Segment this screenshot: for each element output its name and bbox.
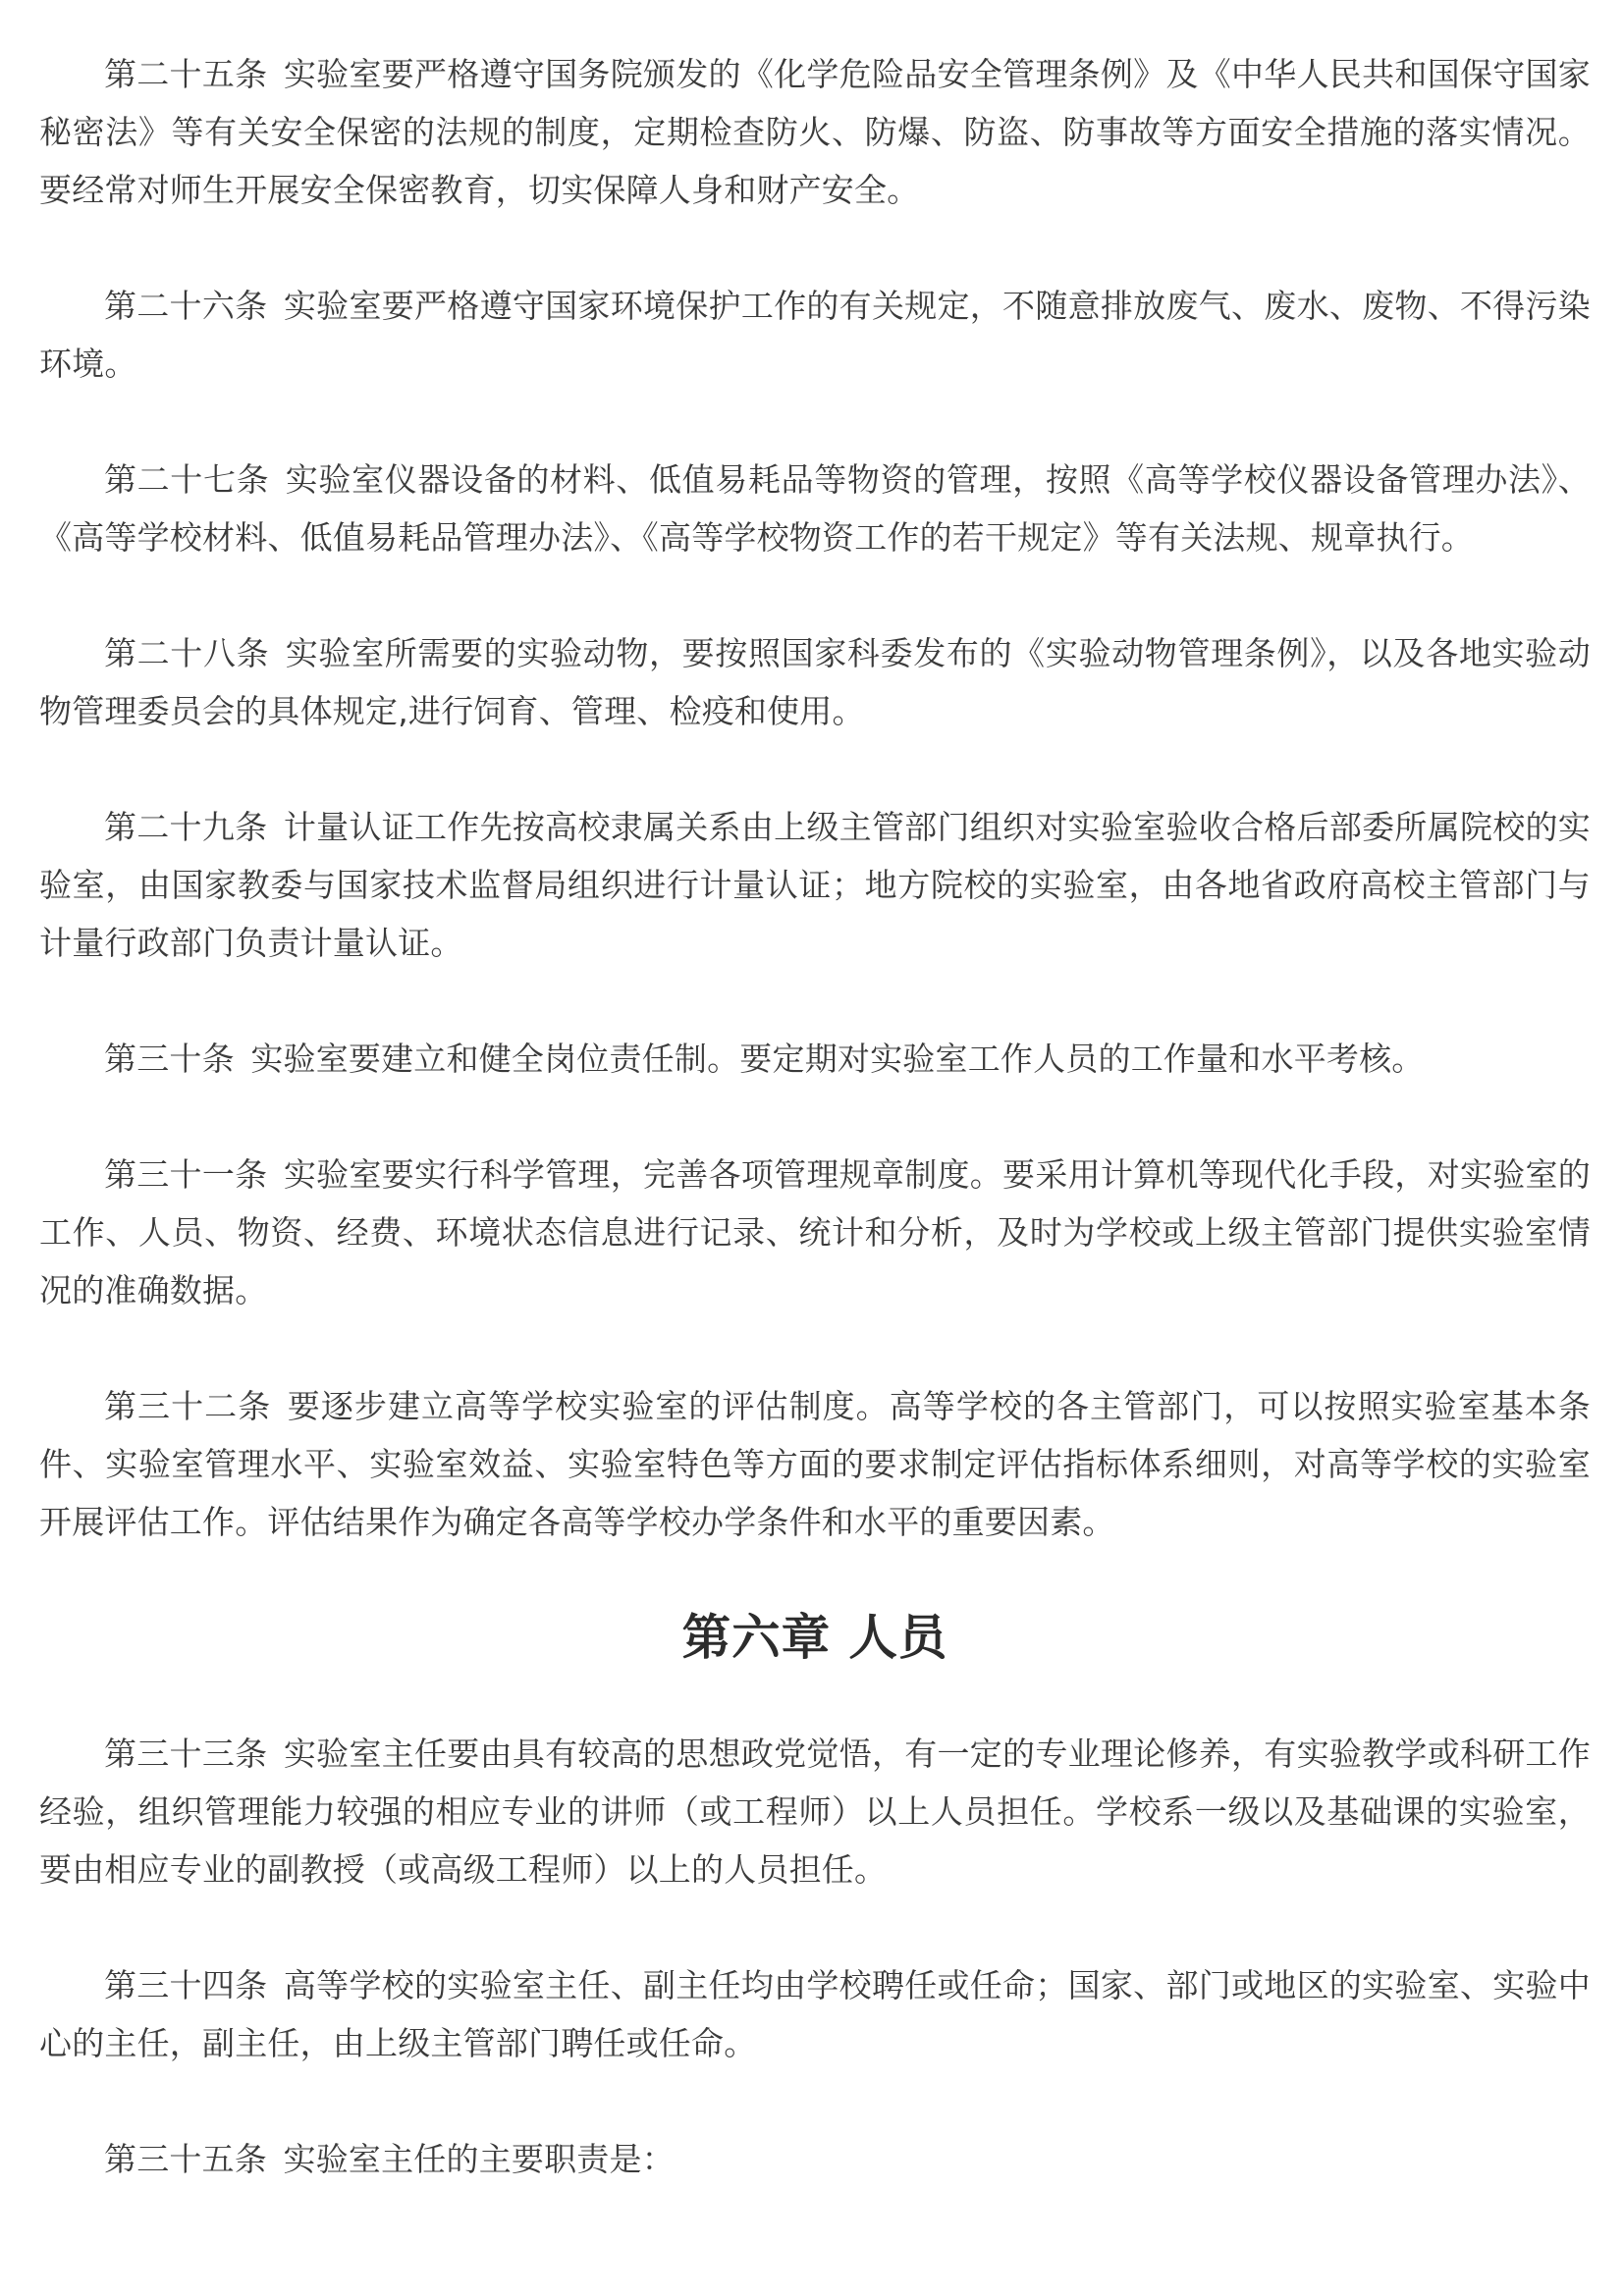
article-26 xyxy=(39,277,1591,393)
article-number: 第二十五条 xyxy=(104,55,268,93)
article-number: 第二十八条 xyxy=(104,634,270,672)
article-number: 第二十九条 xyxy=(104,808,268,846)
article-number: 第二十六条 xyxy=(104,287,268,325)
article-text: 实验室主任要由具有较高的思想政党觉悟，有一定的专业理论修养，有实验教学或科研工作经验，组织管理能力较强的相应专业的讲师（或工程师）以上人员担任。学校系一级以及基础课的实验室，要由相应专业的副教授（或高级工程师）以上的人员担任。 xyxy=(39,1735,1592,1889)
article-number: 第三十三条 xyxy=(104,1735,268,1773)
article-number: 第三十四条 xyxy=(104,1966,268,2004)
article-34 xyxy=(39,1956,1591,2072)
article-text: 实验室主任的主要职责是： xyxy=(283,2140,675,2178)
article-27 xyxy=(39,451,1591,566)
article-text: 实验室要实行科学管理，完善各项管理规章制度。要采用计算机等现代化手段，对实验室的工作、人员、物资、经费、环境状态信息进行记录、统计和分析，及时为学校或上级主管部门提供实验室情况的准确数据。 xyxy=(39,1155,1592,1309)
article-text: 实验室所需要的实验动物，要按照国家科委发布的《实验动物管理条例》，以及各地实验动物管理委员会的具体规定,进行饲育、管理、检疫和使用。 xyxy=(39,634,1592,730)
article-number: 第三十二条 xyxy=(104,1387,272,1425)
article-number: 第三十五条 xyxy=(104,2140,267,2178)
article-number: 第二十七条 xyxy=(104,460,270,499)
article-35 xyxy=(39,2130,1591,2188)
article-32 xyxy=(39,1377,1591,1551)
article-text: 计量认证工作先按高校隶属关系由上级主管部门组织对实验室验收合格后部委所属院校的实验室，由国家教委与国家技术监督局组织进行计量认证；地方院校的实验室，由各地省政府高校主管部门与计量行政部门负责计量认证。 xyxy=(39,808,1592,962)
article-text: 高等学校的实验室主任、副主任均由学校聘任或任命；国家、部门或地区的实验室、实验中心的主任，副主任，由上级主管部门聘任或任命。 xyxy=(39,1966,1592,2062)
article-text: 实验室仪器设备的材料、低值易耗品等物资的管理，按照《高等学校仪器设备管理办法》、《高等学校材料、低值易耗品管理办法》、《高等学校物资工作的若干规定》等有关法规、规章执行。 xyxy=(39,460,1592,557)
article-number: 第三十条 xyxy=(104,1040,235,1078)
article-29 xyxy=(39,798,1591,972)
article-30 xyxy=(39,1030,1591,1088)
article-text: 实验室要建立和健全岗位责任制。要定期对实验室工作人员的工作量和水平考核。 xyxy=(250,1040,1425,1078)
article-25 xyxy=(39,45,1591,219)
document-page xyxy=(39,45,1591,2246)
article-31 xyxy=(39,1146,1591,1319)
article-33 xyxy=(39,1725,1591,1898)
article-number: 第三十一条 xyxy=(104,1155,268,1194)
article-text: 要逐步建立高等学校实验室的评估制度。高等学校的各主管部门，可以按照实验室基本条件、实验室管理水平、实验室效益、实验室特色等方面的要求制定评估指标体系细则，对高等学校的实验室开展评估工作。评估结果作为确定各高等学校办学条件和水平的重要因素。 xyxy=(39,1387,1592,1541)
article-28 xyxy=(39,624,1591,740)
chapter-heading: 第六章 人员 xyxy=(681,1609,948,1666)
article-text: 实验室要严格遵守国家环境保护工作的有关规定，不随意排放废气、废水、废物、不得污染环境。 xyxy=(39,287,1592,383)
article-text: 实验室要严格遵守国务院颁发的《化学危险品安全管理条例》及《中华人民共和国保守国家秘密法》等有关安全保密的法规的制度，定期检查防火、防爆、防盗、防事故等方面安全措施的落实情况。要经常对师生开展安全保密教育，切实保障人身和财产安全。 xyxy=(39,55,1592,209)
